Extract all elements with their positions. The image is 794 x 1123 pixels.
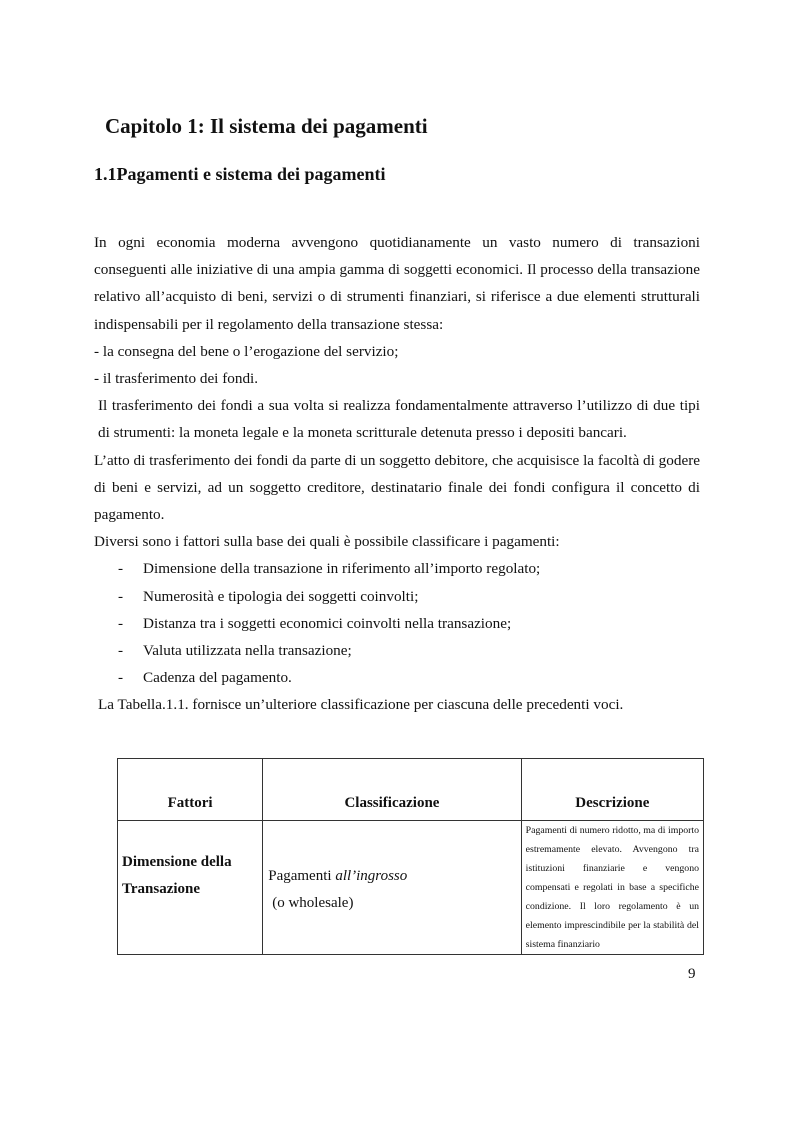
classification-italic: all’ingrosso	[335, 868, 408, 884]
list-item-text: Valuta utilizzata nella transazione;	[143, 642, 352, 660]
list-item-text: Distanza tra i soggetti economici coinvolti nella transazione;	[143, 614, 512, 632]
paragraph-fattori: Diversi sono i fattori sulla base dei quali è possibile classificare i pagamenti:	[94, 533, 560, 551]
description-cell: Pagamenti di numero ridotto, ma di importo estremamente elevato. Avvengono tra istituzioni finanziarie e vengono compensati e regolati in base a specifiche condizione. Il loro regolamento è un elemento imprescindibile per la stabilità del sistema finanziario	[521, 821, 703, 955]
factor-cell	[118, 821, 263, 955]
classification-table	[117, 758, 704, 955]
paragraph-strumenti: Il trasferimento dei fondi a sua volta si realizza fondamentalmente attraverso l’utilizzo di due tipi di strumenti: la moneta legale e la moneta scritturale detenuta presso i depositi bancari.	[98, 397, 700, 442]
classification-line	[268, 863, 516, 890]
paragraph-intro: In ogni economia moderna avvengono quotidianamente un vasto numero di transazioni conseguenti alle iniziative di una ampia gamma di soggetti economici. Il processo della transazione relativo all’acquisto di beni, servizi o di strumenti finanziari, si riferisce a due elementi strutturali indispensabili per il regolamento della transazione stessa:	[94, 234, 700, 333]
classification-prefix: Pagamenti	[268, 868, 336, 884]
page-number: 9	[688, 966, 696, 982]
classification-note: (o wholesale)	[272, 895, 354, 911]
list-item-text: Dimensione della transazione in riferimento all’importo regolato;	[143, 560, 541, 578]
table-header-row	[118, 759, 704, 821]
factor-line: Transazione	[122, 881, 201, 897]
list-item	[94, 637, 700, 664]
table-row	[118, 821, 704, 955]
bullet-marker: -	[118, 642, 124, 660]
classification-table-wrapper	[117, 758, 704, 955]
chapter-title: Capitolo 1: Il sistema dei pagamenti	[105, 114, 428, 138]
bullet-marker: -	[118, 560, 124, 578]
bullet-marker: -	[118, 587, 124, 605]
paragraph-consegna: - la consegna del bene o l’erogazione del servizio;	[94, 342, 399, 360]
paragraph-concetto-pagamento: L’atto di trasferimento dei fondi da parte di un soggetto debitore, che acquisisce la facoltà di godere di beni e servizi, ad un soggetto creditore, destinatario finale dei fondi configura il concetto di pagamento.	[94, 451, 700, 524]
header-fattori: Fattori	[118, 759, 263, 821]
list-item	[94, 555, 700, 582]
bullet-marker: -	[118, 614, 124, 632]
factor-line: Dimensione della	[122, 854, 232, 870]
list-item	[94, 583, 700, 610]
list-item	[94, 664, 700, 691]
list-item-text: Numerosità e tipologia dei soggetti coinvolti;	[143, 587, 419, 605]
section-title: 1.1Pagamenti e sistema dei pagamenti	[94, 164, 386, 184]
body-text	[94, 229, 700, 719]
header-descrizione: Descrizione	[521, 759, 703, 821]
classification-cell	[263, 821, 521, 955]
list-item	[94, 610, 700, 637]
paragraph-trasferimento: - il trasferimento dei fondi.	[94, 370, 259, 388]
header-classificazione: Classificazione	[263, 759, 521, 821]
list-item-text: Cadenza del pagamento.	[143, 669, 292, 687]
bullet-marker: -	[118, 669, 124, 687]
table-intro: La Tabella.1.1. fornisce un’ulteriore classificazione per ciascuna delle precedenti voci.	[98, 696, 624, 714]
factor-list	[94, 555, 700, 691]
